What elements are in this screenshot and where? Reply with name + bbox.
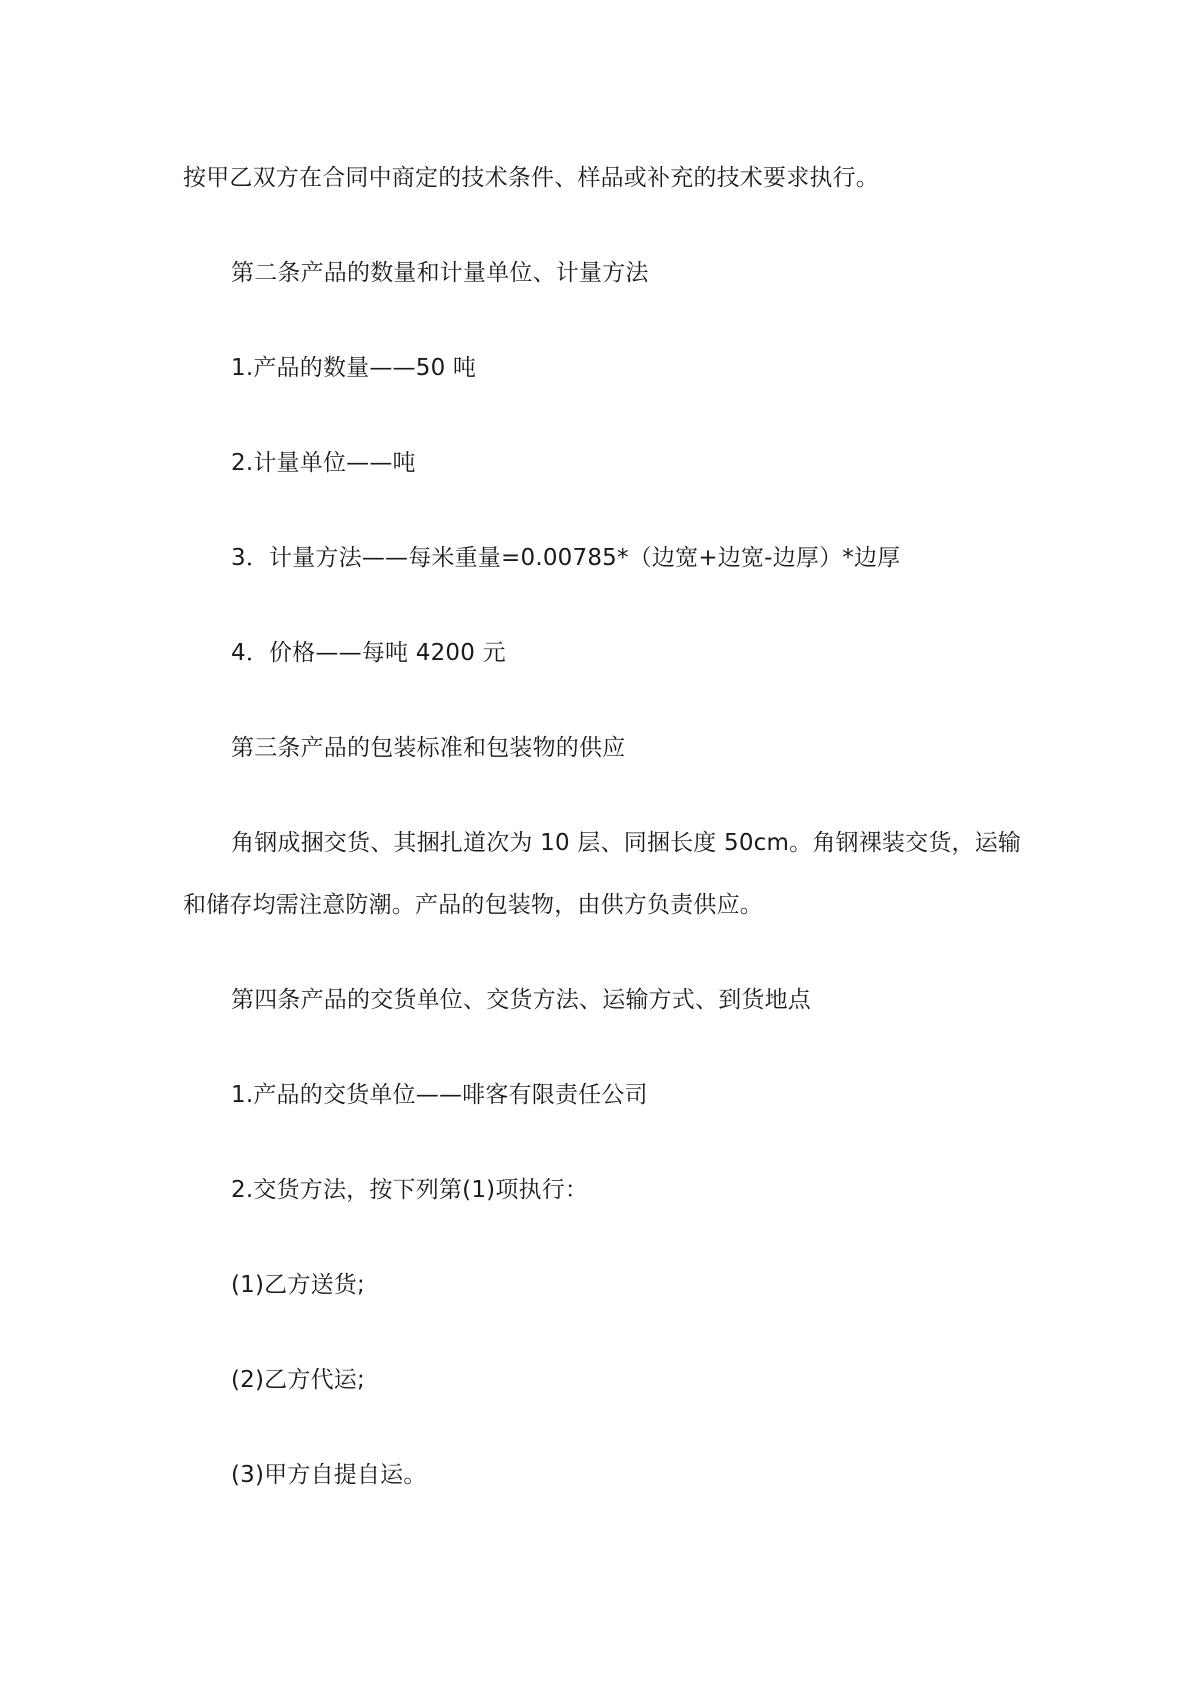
article-4-heading: 第四条产品的交货单位、交货方法、运输方式、到货地点 [231,987,811,1013]
paragraph-technical-requirements: 按甲乙双方在合同中商定的技术条件、样品或补充的技术要求执行。 [183,165,879,191]
article-2-heading: 第二条产品的数量和计量单位、计量方法 [231,260,649,286]
option-2: (2)乙方代运; [231,1367,365,1393]
item-quantity: 1.产品的数量——50 吨 [231,355,477,381]
item-price: 4．价格——每吨 4200 元 [231,640,506,666]
item-unit: 2.计量单位——吨 [231,450,416,476]
option-3: (3)甲方自提自运。 [231,1462,427,1488]
item-method: 3．计量方法——每米重量=0.00785*（边宽+边宽-边厚）*边厚 [231,545,901,571]
packaging-paragraph-line-2: 和储存均需注意防潮。产品的包装物，由供方负责供应。 [183,892,763,918]
item-delivery-method: 2.交货方法，按下列第(1)项执行： [231,1177,589,1203]
packaging-paragraph-line-1: 角钢成捆交货、其捆扎道次为 10 层、同捆长度 50cm。角钢裸装交货，运输 [231,830,1022,856]
article-3-heading: 第三条产品的包装标准和包装物的供应 [231,735,626,761]
option-1: (1)乙方送货; [231,1272,365,1298]
item-delivery-unit: 1.产品的交货单位——啡客有限责任公司 [231,1082,648,1108]
